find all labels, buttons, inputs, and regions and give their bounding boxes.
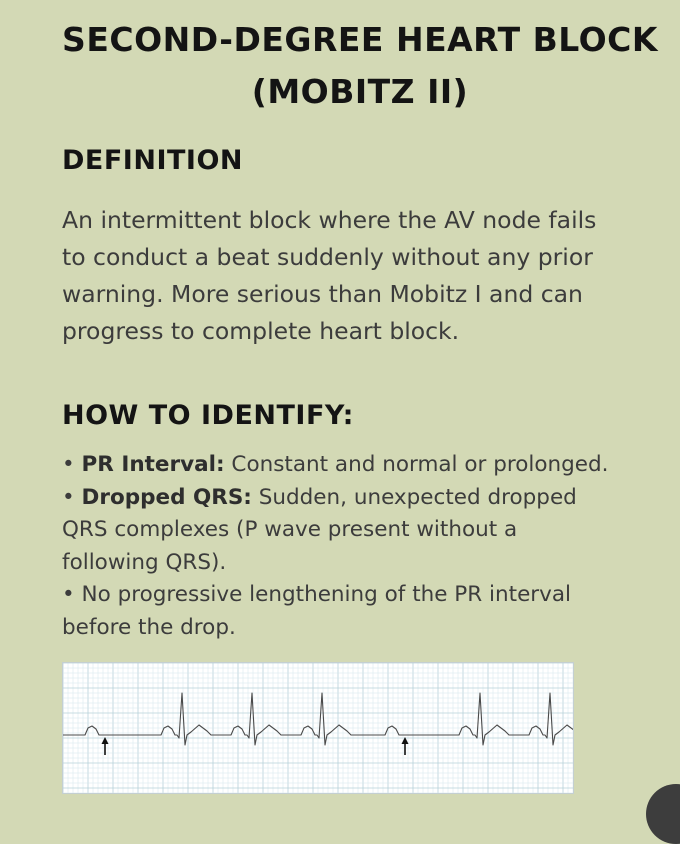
definition-heading: DEFINITION: [62, 145, 244, 176]
bullet: •: [62, 484, 75, 510]
ecg-grid: [63, 663, 573, 793]
ecg-rhythm-graphic: [63, 663, 573, 793]
title-line-1: SECOND-DEGREE HEART BLOCK: [62, 20, 658, 59]
scroll-button[interactable]: [646, 784, 680, 844]
list-item: [62, 482, 672, 515]
definition-line: to conduct a beat suddenly without any prior: [62, 243, 593, 271]
title-line-2: (MOBITZ II): [251, 72, 469, 111]
bullet: •: [62, 452, 75, 477]
list-item: [62, 449, 672, 482]
identify-heading: HOW TO IDENTIFY:: [62, 400, 354, 431]
item-text: Sudden, unexpected dropped: [251, 484, 577, 510]
item-text: No progressive lengthening of the PR interval: [74, 582, 572, 607]
bullet: •: [62, 582, 75, 607]
item-label: Dropped QRS:: [81, 484, 252, 510]
list-item-continuation: QRS complexes (P wave present without a: [62, 517, 518, 542]
dropped-beat-arrow-icon: [102, 737, 109, 755]
definition-line: An intermittent block where the AV node fails: [62, 206, 597, 234]
definition-line: progress to complete heart block.: [62, 317, 460, 345]
ecg-strip: [62, 662, 574, 794]
item-text: Constant and normal or prolonged.: [224, 452, 609, 477]
definition-line: warning. More serious than Mobitz I and can: [62, 280, 583, 308]
list-item: [62, 579, 672, 612]
list-item-continuation: following QRS).: [62, 549, 227, 575]
item-label: PR Interval:: [81, 452, 225, 477]
page-title: [40, 14, 680, 118]
list-item-continuation: before the drop.: [62, 614, 236, 640]
dropped-beat-arrow-icon: [402, 737, 409, 755]
identify-list: [62, 449, 672, 644]
definition-text: [62, 202, 662, 350]
